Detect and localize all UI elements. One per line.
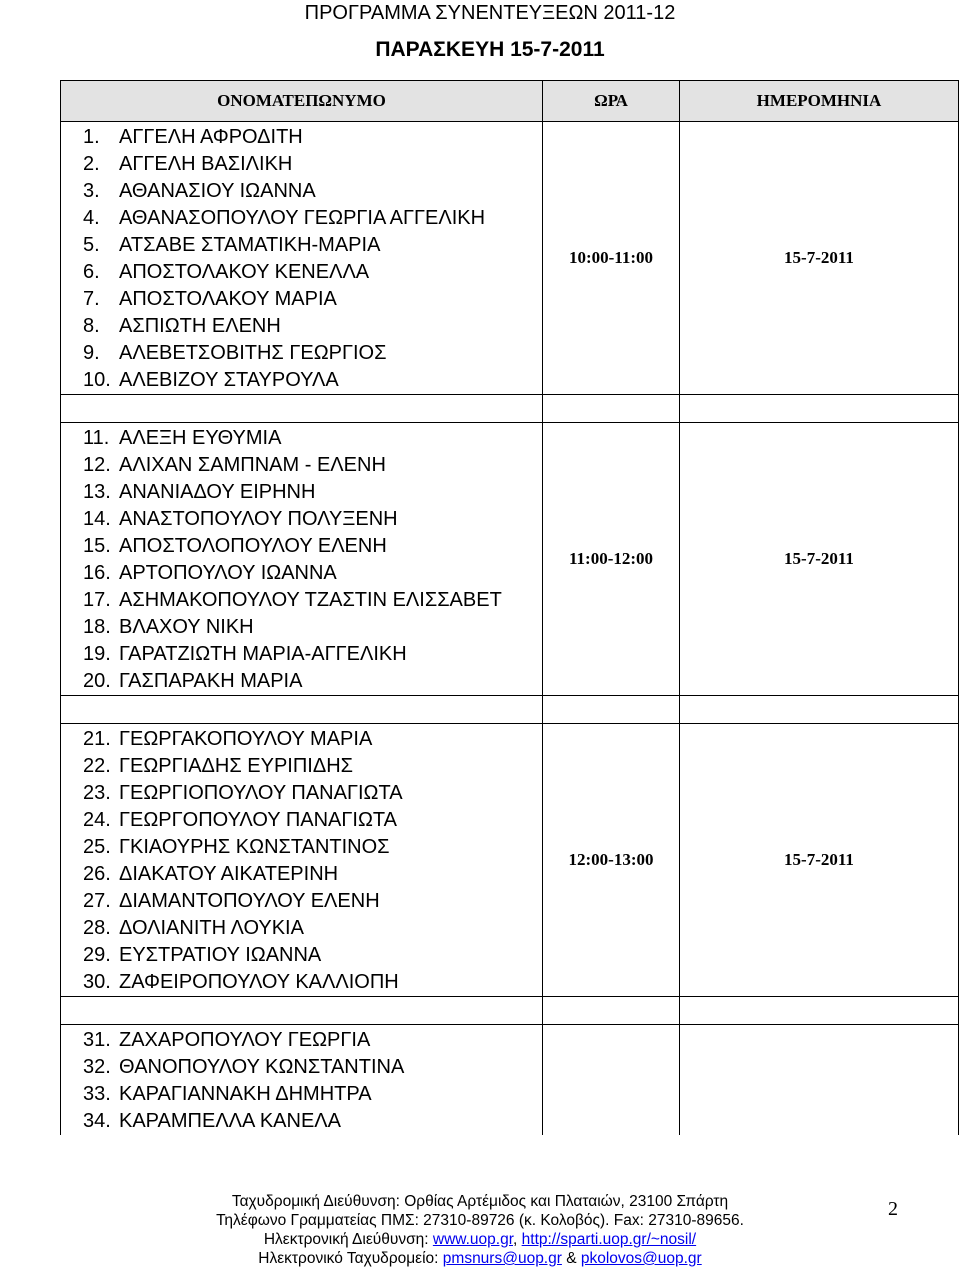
item-number: 27. bbox=[83, 890, 111, 912]
item-number: 8. bbox=[83, 315, 100, 337]
item-number: 33. bbox=[83, 1083, 111, 1105]
list-item bbox=[83, 614, 542, 641]
list-item bbox=[83, 587, 542, 614]
time-cell bbox=[543, 1025, 680, 1136]
empty-cell bbox=[61, 997, 543, 1025]
list-item bbox=[83, 1081, 542, 1108]
footer-web bbox=[0, 1230, 960, 1249]
list-item bbox=[83, 479, 542, 506]
item-number: 30. bbox=[83, 971, 111, 993]
list-item bbox=[83, 915, 542, 942]
item-number: 26. bbox=[83, 863, 111, 885]
group-row bbox=[61, 122, 959, 395]
list-item bbox=[83, 560, 542, 587]
item-number: 6. bbox=[83, 261, 100, 283]
item-number: 11. bbox=[83, 427, 110, 449]
item-number: 24. bbox=[83, 809, 111, 831]
header-name: ΟΝΟΜΑΤΕΠΩΝΥΜΟ bbox=[61, 81, 543, 122]
item-name: ΖΑΦΕΙΡΟΠΟΥΛΟΥ ΚΑΛΛΙΟΠΗ bbox=[119, 971, 399, 993]
empty-cell bbox=[543, 997, 680, 1025]
item-name: ΓΑΣΠΑΡΑΚΗ ΜΑΡΙΑ bbox=[119, 670, 303, 692]
item-number: 20. bbox=[83, 670, 111, 692]
list-item bbox=[83, 286, 542, 313]
list-item bbox=[83, 1108, 542, 1135]
document-subtitle: ΠΑΡΑΣΚΕΥΗ 15-7-2011 bbox=[375, 38, 605, 61]
item-name: ΑΓΓΕΛΗ ΒΑΣΙΛΙΚΗ bbox=[119, 153, 293, 175]
list-item bbox=[83, 340, 542, 367]
item-number: 18. bbox=[83, 616, 111, 638]
schedule-body bbox=[61, 122, 959, 1136]
list-item bbox=[83, 367, 542, 394]
list-item bbox=[83, 452, 542, 479]
item-number: 14. bbox=[83, 508, 111, 530]
item-name: ΑΠΟΣΤΟΛΑΚΟΥ ΚΕΝΕΛΛΑ bbox=[119, 261, 370, 283]
empty-cell bbox=[543, 395, 680, 423]
item-name: ΓΕΩΡΓΑΚΟΠΟΥΛΟΥ ΜΑΡΙΑ bbox=[119, 728, 373, 750]
link-uop[interactable]: www.uop.gr bbox=[432, 1231, 514, 1248]
item-number: 22. bbox=[83, 755, 111, 777]
names-list bbox=[83, 423, 542, 695]
item-name: ΓΕΩΡΓΙΟΠΟΥΛΟΥ ΠΑΝΑΓΙΩΤΑ bbox=[119, 782, 403, 804]
item-name: ΕΥΣΤΡΑΤΙΟΥ ΙΩΑΝΝΑ bbox=[119, 944, 322, 966]
list-item bbox=[83, 780, 542, 807]
footer-email bbox=[0, 1249, 960, 1268]
date-cell: 15-7-2011 bbox=[680, 724, 959, 997]
item-name: ΒΛΑΧΟΥ ΝΙΚΗ bbox=[119, 616, 254, 638]
empty-cell bbox=[543, 696, 680, 724]
item-name: ΑΘΑΝΑΣΙΟΥ ΙΩΑΝΝΑ bbox=[119, 180, 316, 202]
item-name: ΑΣΗΜΑΚΟΠΟΥΛΟΥ ΤΖΑΣΤΙΝ ΕΛΙΣΣΑΒΕΤ bbox=[119, 589, 502, 611]
footer-web-label: Ηλεκτρονική Διεύθυνση: bbox=[263, 1231, 433, 1248]
separator-row bbox=[61, 395, 959, 423]
group-row bbox=[61, 423, 959, 696]
header-date: ΗΜΕΡΟΜΗΝΙΑ bbox=[680, 81, 959, 122]
item-name: ΑΛΙΧΑΝ ΣΑΜΠΝΑΜ - ΕΛΕΝΗ bbox=[119, 454, 386, 476]
date-cell: 15-7-2011 bbox=[680, 423, 959, 696]
item-number: 29. bbox=[83, 944, 111, 966]
table-header-row bbox=[61, 81, 959, 122]
list-item bbox=[83, 178, 542, 205]
separator-row bbox=[61, 997, 959, 1025]
item-number: 25. bbox=[83, 836, 111, 858]
list-item bbox=[83, 726, 542, 753]
item-name: ΑΘΑΝΑΣΟΠΟΥΛΟΥ ΓΕΩΡΓΙΑ ΑΓΓΕΛΙΚΗ bbox=[119, 207, 486, 229]
item-name: ΑΝΑΣΤΟΠΟΥΛΟΥ ΠΟΛΥΞΕΝΗ bbox=[119, 508, 398, 530]
page-number: 2 bbox=[888, 1198, 898, 1220]
item-number: 2. bbox=[83, 153, 100, 175]
names-list bbox=[83, 1025, 542, 1135]
item-name: ΑΝΑΝΙΑΔΟΥ ΕΙΡΗΝΗ bbox=[119, 481, 316, 503]
footer-separator: & bbox=[561, 1250, 581, 1267]
item-number: 19. bbox=[83, 643, 111, 665]
item-name: ΚΑΡΑΜΠΕΛΛΑ ΚΑΝΕΛΑ bbox=[119, 1110, 341, 1132]
list-item bbox=[83, 232, 542, 259]
item-number: 34. bbox=[83, 1110, 111, 1132]
item-number: 4. bbox=[83, 207, 100, 229]
item-name: ΓΕΩΡΓΙΑΔΗΣ ΕΥΡΙΠΙΔΗΣ bbox=[119, 755, 354, 777]
item-name: ΑΠΟΣΤΟΛΑΚΟΥ ΜΑΡΙΑ bbox=[119, 288, 337, 310]
item-number: 10. bbox=[83, 369, 111, 391]
list-item bbox=[83, 151, 542, 178]
time-cell: 10:00-11:00 bbox=[543, 122, 680, 395]
empty-cell bbox=[680, 696, 959, 724]
group-row bbox=[61, 724, 959, 997]
item-name: ΖΑΧΑΡΟΠΟΥΛΟΥ ΓΕΩΡΓΙΑ bbox=[119, 1029, 371, 1051]
separator-row bbox=[61, 696, 959, 724]
list-item bbox=[83, 124, 542, 151]
item-name: ΘΑΝΟΠΟΥΛΟΥ ΚΩΝΣΤΑΝΤΙΝΑ bbox=[119, 1056, 405, 1078]
item-number: 17. bbox=[83, 589, 111, 611]
list-item bbox=[83, 834, 542, 861]
empty-cell bbox=[61, 395, 543, 423]
list-item bbox=[83, 1027, 542, 1054]
item-number: 3. bbox=[83, 180, 100, 202]
list-item bbox=[83, 506, 542, 533]
list-item bbox=[83, 259, 542, 286]
item-name: ΑΓΓΕΛΗ ΑΦΡΟΔΙΤΗ bbox=[119, 126, 303, 148]
footer-address: Ταχυδρομική Διεύθυνση: Ορθίας Αρτέμιδος και Πλαταιών, 23100 Σπάρτη bbox=[231, 1193, 729, 1210]
item-number: 9. bbox=[83, 342, 100, 364]
list-item bbox=[83, 205, 542, 232]
date-cell: 15-7-2011 bbox=[680, 122, 959, 395]
item-name: ΑΛΕΞΗ ΕΥΘΥΜΙΑ bbox=[119, 427, 282, 449]
list-item bbox=[83, 668, 542, 695]
item-name: ΑΠΟΣΤΟΛΟΠΟΥΛΟΥ ΕΛΕΝΗ bbox=[119, 535, 387, 557]
footer-email-label: Ηλεκτρονικό Ταχυδρομείο: bbox=[258, 1250, 443, 1267]
list-item bbox=[83, 641, 542, 668]
time-cell: 11:00-12:00 bbox=[543, 423, 680, 696]
item-name: ΑΡΤΟΠΟΥΛΟΥ ΙΩΑΝΝΑ bbox=[119, 562, 337, 584]
group-row bbox=[61, 1025, 959, 1136]
link-sparti[interactable]: http://sparti.uop.gr/~nosil/ bbox=[521, 1231, 697, 1248]
document-title: ΠΡΟΓΡΑΜΜΑ ΣΥΝΕΝΤΕΥΞΕΩΝ 2011-12 bbox=[304, 2, 676, 24]
item-number: 1. bbox=[83, 126, 100, 148]
email-pmsnurs[interactable]: pmsnurs@uop.gr bbox=[442, 1250, 562, 1267]
names-list bbox=[83, 724, 542, 996]
date-cell bbox=[680, 1025, 959, 1136]
item-number: 28. bbox=[83, 917, 111, 939]
item-name: ΑΛΕΒΕΤΣΟΒΙΤΗΣ ΓΕΩΡΓΙΟΣ bbox=[119, 342, 387, 364]
item-number: 15. bbox=[83, 535, 111, 557]
item-name: ΔΙΑΜΑΝΤΟΠΟΥΛΟΥ ΕΛΕΝΗ bbox=[119, 890, 380, 912]
item-name: ΑΣΠΙΩΤΗ ΕΛΕΝΗ bbox=[119, 315, 281, 337]
list-item bbox=[83, 807, 542, 834]
names-cell bbox=[61, 724, 543, 997]
item-name: ΑΛΕΒΙΖΟΥ ΣΤΑΥΡΟΥΛΑ bbox=[119, 369, 339, 391]
email-pkolovos[interactable]: pkolovos@uop.gr bbox=[580, 1250, 702, 1267]
list-item bbox=[83, 969, 542, 996]
time-cell: 12:00-13:00 bbox=[543, 724, 680, 997]
names-list bbox=[83, 122, 542, 394]
list-item bbox=[83, 861, 542, 888]
empty-cell bbox=[680, 395, 959, 423]
item-number: 16. bbox=[83, 562, 111, 584]
item-name: ΓΚΙΑΟΥΡΗΣ ΚΩΝΣΤΑΝΤΙΝΟΣ bbox=[119, 836, 390, 858]
empty-cell bbox=[61, 696, 543, 724]
item-number: 5. bbox=[83, 234, 100, 256]
empty-cell bbox=[680, 997, 959, 1025]
item-name: ΔΟΛΙΑΝΙΤΗ ΛΟΥΚΙΑ bbox=[119, 917, 304, 939]
footer-separator: , bbox=[513, 1231, 522, 1248]
list-item bbox=[83, 425, 542, 452]
footer bbox=[0, 1192, 960, 1268]
item-name: ΓΕΩΡΓΟΠΟΥΛΟΥ ΠΑΝΑΓΙΩΤΑ bbox=[119, 809, 397, 831]
item-number: 13. bbox=[83, 481, 111, 503]
list-item bbox=[83, 888, 542, 915]
header-time: ΩΡΑ bbox=[543, 81, 680, 122]
item-number: 7. bbox=[83, 288, 100, 310]
list-item bbox=[83, 533, 542, 560]
item-name: ΔΙΑΚΑΤΟΥ ΑΙΚΑΤΕΡΙΝΗ bbox=[119, 863, 339, 885]
item-number: 12. bbox=[83, 454, 111, 476]
item-number: 32. bbox=[83, 1056, 111, 1078]
names-cell bbox=[61, 1025, 543, 1136]
list-item bbox=[83, 753, 542, 780]
item-number: 31. bbox=[83, 1029, 111, 1051]
item-name: ΚΑΡΑΓΙΑΝΝΑΚΗ ΔΗΜΗΤΡΑ bbox=[119, 1083, 372, 1105]
list-item bbox=[83, 942, 542, 969]
names-cell bbox=[61, 423, 543, 696]
footer-phone: Τηλέφωνο Γραμματείας ΠΜΣ: 27310-89726 (κ. Κολοβός). Fax: 27310-89656. bbox=[216, 1212, 744, 1229]
schedule-table bbox=[60, 80, 959, 1135]
item-number: 21. bbox=[83, 728, 111, 750]
item-name: ΓΑΡΑΤΖΙΩΤΗ ΜΑΡΙΑ-ΑΓΓΕΛΙΚΗ bbox=[119, 643, 407, 665]
list-item bbox=[83, 1054, 542, 1081]
names-cell bbox=[61, 122, 543, 395]
list-item bbox=[83, 313, 542, 340]
item-name: ΑΤΣΑΒΕ ΣΤΑΜΑΤΙΚΗ-ΜΑΡΙΑ bbox=[119, 234, 381, 256]
item-number: 23. bbox=[83, 782, 111, 804]
